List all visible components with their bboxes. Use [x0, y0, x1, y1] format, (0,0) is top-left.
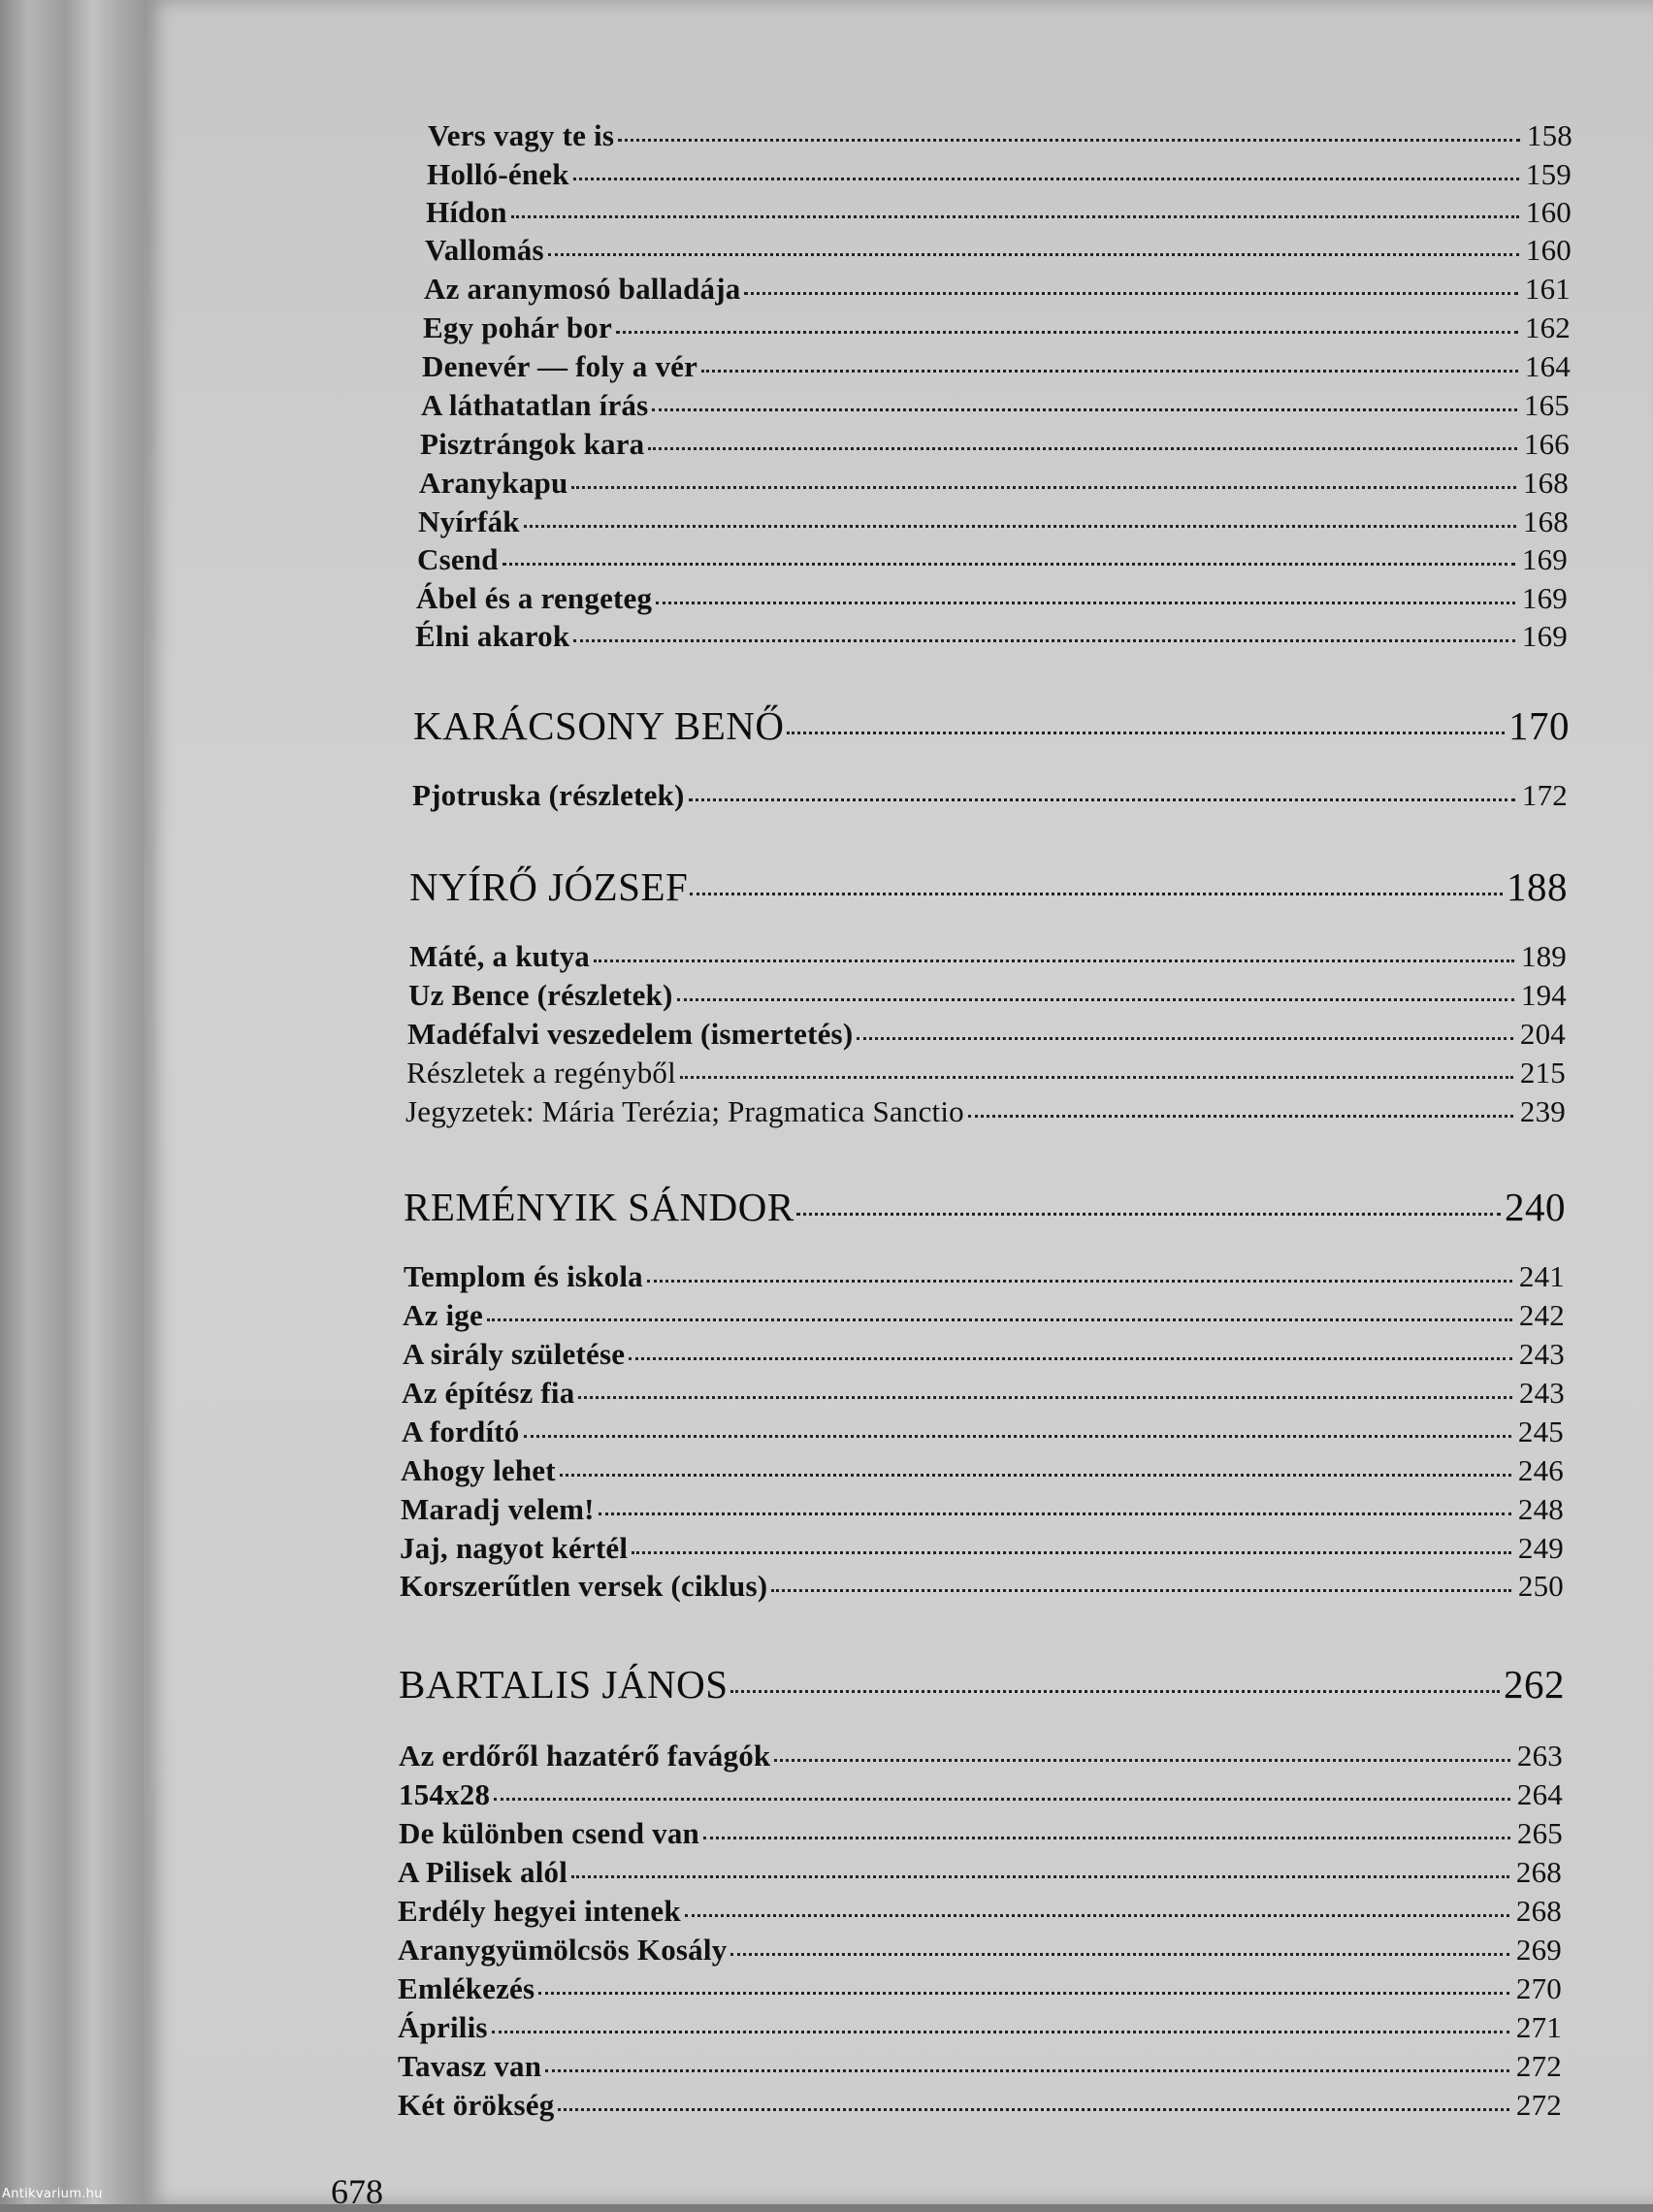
entry-page: 162 [1524, 310, 1571, 344]
entry-page: 168 [1522, 466, 1569, 500]
dot-leader [599, 1513, 1511, 1515]
entry-page: 248 [1517, 1492, 1564, 1526]
toc-entry [416, 581, 1568, 616]
dot-leader [487, 1318, 1512, 1321]
entry-page: 241 [1518, 1259, 1565, 1293]
dot-leader [677, 998, 1514, 1001]
entry-title: A sirály születése [403, 1337, 626, 1371]
entry-title: Korszerűtlen versek (ciklus) [400, 1569, 768, 1603]
dot-leader [494, 1798, 1510, 1801]
toc-entry [423, 310, 1571, 345]
dot-leader [744, 292, 1518, 295]
toc-entry [399, 1777, 1563, 1812]
entry-title: Két örökség [398, 2088, 555, 2122]
entry-page: 158 [1526, 118, 1572, 152]
toc-entry [404, 1259, 1565, 1294]
entry-title: Az aranymosó balladája [424, 272, 741, 306]
entry-title: Vallomás [425, 233, 544, 267]
toc-entry [398, 2049, 1562, 2084]
entry-title: Ahogy lehet [401, 1453, 556, 1487]
toc-entry [398, 2088, 1562, 2123]
dot-leader [648, 447, 1517, 450]
dot-leader [796, 1213, 1501, 1216]
entry-title: Az ige [403, 1298, 483, 1332]
entry-page: 161 [1524, 272, 1571, 306]
dot-leader [703, 1837, 1510, 1839]
entry-title: Az építész fia [402, 1376, 575, 1410]
toc-entry [400, 1531, 1564, 1566]
entry-page: 164 [1524, 349, 1571, 383]
entry-page: 242 [1518, 1298, 1565, 1332]
entry-page: 160 [1525, 233, 1572, 267]
dot-leader [771, 1589, 1511, 1592]
dot-leader [578, 1396, 1512, 1399]
entry-page: 172 [1521, 778, 1568, 812]
toc-entry [401, 1492, 1564, 1527]
entry-title: Erdély hegyei intenek [398, 1894, 681, 1928]
entry-page: 268 [1515, 1894, 1562, 1928]
entry-title: Jaj, nagyot kértél [400, 1531, 629, 1565]
entry-title: Vers vagy te is [428, 118, 615, 152]
toc-entry [415, 619, 1568, 654]
dot-leader [629, 1357, 1512, 1360]
dot-leader [857, 1037, 1513, 1040]
entry-page: 239 [1519, 1094, 1566, 1128]
entry-title: Templom és iskola [404, 1259, 643, 1293]
dot-leader [656, 602, 1515, 604]
author-heading [399, 1661, 1565, 1708]
dot-leader [685, 1914, 1509, 1917]
toc-entry [402, 1415, 1564, 1449]
entry-page: 245 [1517, 1415, 1564, 1448]
entry-title: Április [398, 2010, 488, 2044]
toc-entry [428, 118, 1572, 153]
dot-leader [502, 563, 1515, 566]
entry-page: 250 [1517, 1569, 1564, 1603]
author-page: 240 [1505, 1185, 1566, 1229]
toc-entry [401, 1453, 1564, 1488]
toc-entry [398, 1933, 1562, 1968]
table-of-contents [144, 109, 1653, 2204]
entry-title: Tavasz van [398, 2049, 542, 2083]
entry-title: Nyírfák [418, 504, 520, 538]
entry-title: Egy pohár bor [423, 310, 612, 344]
entry-page: 243 [1518, 1337, 1565, 1371]
entry-page: 243 [1518, 1376, 1565, 1410]
entry-page: 249 [1517, 1531, 1564, 1565]
entry-title: A láthatatlan írás [421, 388, 649, 422]
entry-page: 165 [1523, 388, 1570, 422]
author-page: 170 [1508, 703, 1570, 748]
entry-page: 159 [1525, 157, 1572, 191]
entry-title: Uz Bence (részletek) [408, 978, 673, 1012]
author-page: 262 [1504, 1662, 1565, 1707]
dot-leader [548, 253, 1519, 256]
toc-entry [406, 1056, 1566, 1090]
dot-leader [571, 1875, 1509, 1878]
toc-entry [398, 1855, 1562, 1890]
dot-leader [558, 2108, 1509, 2111]
entry-page: 246 [1517, 1453, 1564, 1487]
toc-entry [400, 1569, 1564, 1604]
dot-leader [560, 1474, 1511, 1477]
entry-page: 270 [1515, 1971, 1562, 2005]
dot-leader [690, 893, 1503, 895]
dot-leader [730, 1690, 1500, 1693]
entry-title: Emlékezés [398, 1971, 535, 2005]
entry-title: 154x28 [399, 1777, 491, 1811]
toc-entry [403, 1298, 1565, 1333]
dot-leader [573, 639, 1515, 642]
entry-title: Az erdőről hazatérő favágók [399, 1739, 771, 1773]
author-name: REMÉNYIK SÁNDOR [404, 1185, 794, 1229]
page-number: 678 [331, 2172, 383, 2211]
entry-title: Aranygyümölcsös Kosály [398, 1933, 728, 1967]
entry-title: Máté, a kutya [409, 939, 590, 973]
toc-entry [417, 542, 1568, 577]
toc-entry [399, 1816, 1563, 1851]
entry-page: 168 [1522, 504, 1569, 538]
toc-entry [407, 1017, 1566, 1052]
watermark-text: Antikvarium.hu [2, 2187, 103, 2201]
entry-page: 271 [1515, 2010, 1562, 2044]
toc-entry [426, 195, 1572, 230]
entry-title: Holló-ének [427, 157, 569, 191]
entry-page: 166 [1523, 427, 1570, 461]
dot-leader [647, 1280, 1512, 1283]
entry-title: A fordító [402, 1415, 520, 1448]
dot-leader [652, 408, 1517, 411]
dot-leader [545, 2069, 1509, 2072]
entry-page: 272 [1515, 2088, 1562, 2122]
entry-title: Élni akarok [415, 619, 570, 653]
entry-page: 204 [1519, 1017, 1566, 1051]
dot-leader [701, 370, 1518, 373]
toc-entry [405, 1094, 1566, 1129]
toc-entry [408, 978, 1567, 1013]
entry-page: 269 [1515, 1933, 1562, 1967]
author-heading [413, 702, 1570, 749]
dot-leader [538, 1992, 1509, 1995]
dot-leader [492, 2031, 1509, 2033]
dot-leader [524, 1435, 1512, 1438]
author-name: NYÍRŐ JÓZSEF [409, 864, 689, 909]
entry-title: Hídon [426, 195, 507, 229]
entry-page: 169 [1521, 542, 1568, 576]
toc-entry [402, 1376, 1565, 1411]
toc-entry [418, 504, 1569, 539]
dot-leader [680, 1076, 1513, 1079]
dot-leader [689, 798, 1515, 801]
entry-title: Pjotruska (részletek) [412, 778, 685, 812]
entry-page: 268 [1515, 1855, 1562, 1889]
entry-page: 265 [1516, 1816, 1563, 1850]
entry-page: 189 [1520, 939, 1567, 973]
toc-entry [398, 1894, 1562, 1929]
author-page: 188 [1507, 864, 1568, 909]
entry-title: Madéfalvi veszedelem (ismertetés) [407, 1017, 854, 1051]
toc-entry [409, 939, 1567, 974]
entry-title: Pisztrángok kara [420, 427, 645, 461]
dot-leader [730, 1953, 1509, 1956]
entry-title: De különben csend van [399, 1816, 699, 1850]
toc-entry [420, 427, 1570, 462]
entry-title: Aranykapu [419, 466, 568, 500]
entry-title: Maradj velem! [401, 1492, 595, 1526]
toc-entry [398, 1971, 1562, 2006]
toc-entry [421, 388, 1570, 423]
entry-page: 169 [1521, 581, 1568, 615]
dot-leader [632, 1551, 1511, 1554]
toc-entry [419, 466, 1569, 501]
entry-title: Csend [417, 542, 499, 576]
entry-page: 272 [1515, 2049, 1562, 2083]
author-name: BARTALIS JÁNOS [399, 1662, 729, 1707]
entry-title: A Pilisek alól [398, 1855, 568, 1889]
book-edge [0, 0, 144, 2204]
entry-page: 264 [1516, 1777, 1563, 1811]
dot-leader [616, 331, 1518, 334]
toc-entry [412, 778, 1568, 813]
author-heading [404, 1184, 1566, 1230]
entry-page: 263 [1516, 1739, 1563, 1773]
dot-leader [524, 525, 1516, 528]
dot-leader [787, 732, 1506, 734]
entry-page: 194 [1520, 978, 1567, 1012]
toc-entry [422, 349, 1571, 384]
dot-leader [594, 960, 1514, 962]
toc-entry [425, 233, 1572, 268]
dot-leader [968, 1115, 1513, 1118]
book-page [144, 0, 1653, 2211]
entry-page: 160 [1525, 195, 1572, 229]
toc-entry [427, 157, 1572, 192]
entry-title: Ábel és a rengeteg [416, 581, 653, 615]
toc-entry [399, 1739, 1563, 1773]
dot-leader [511, 215, 1519, 218]
toc-entry [403, 1337, 1565, 1372]
toc-entry [424, 272, 1571, 307]
entry-title: Denevér — foly a vér [422, 349, 698, 383]
dot-leader [618, 139, 1520, 142]
entry-title: Jegyzetek: Mária Terézia; Pragmatica Sanctio [405, 1094, 964, 1128]
entry-title: Részletek a regényből [406, 1056, 676, 1090]
dot-leader [774, 1759, 1510, 1762]
dot-leader [571, 486, 1516, 489]
dot-leader [573, 178, 1519, 180]
toc-entry [398, 2010, 1562, 2045]
entry-page: 169 [1521, 619, 1568, 653]
author-heading [409, 863, 1568, 910]
author-name: KARÁCSONY BENŐ [413, 703, 785, 748]
entry-page: 215 [1519, 1056, 1566, 1090]
